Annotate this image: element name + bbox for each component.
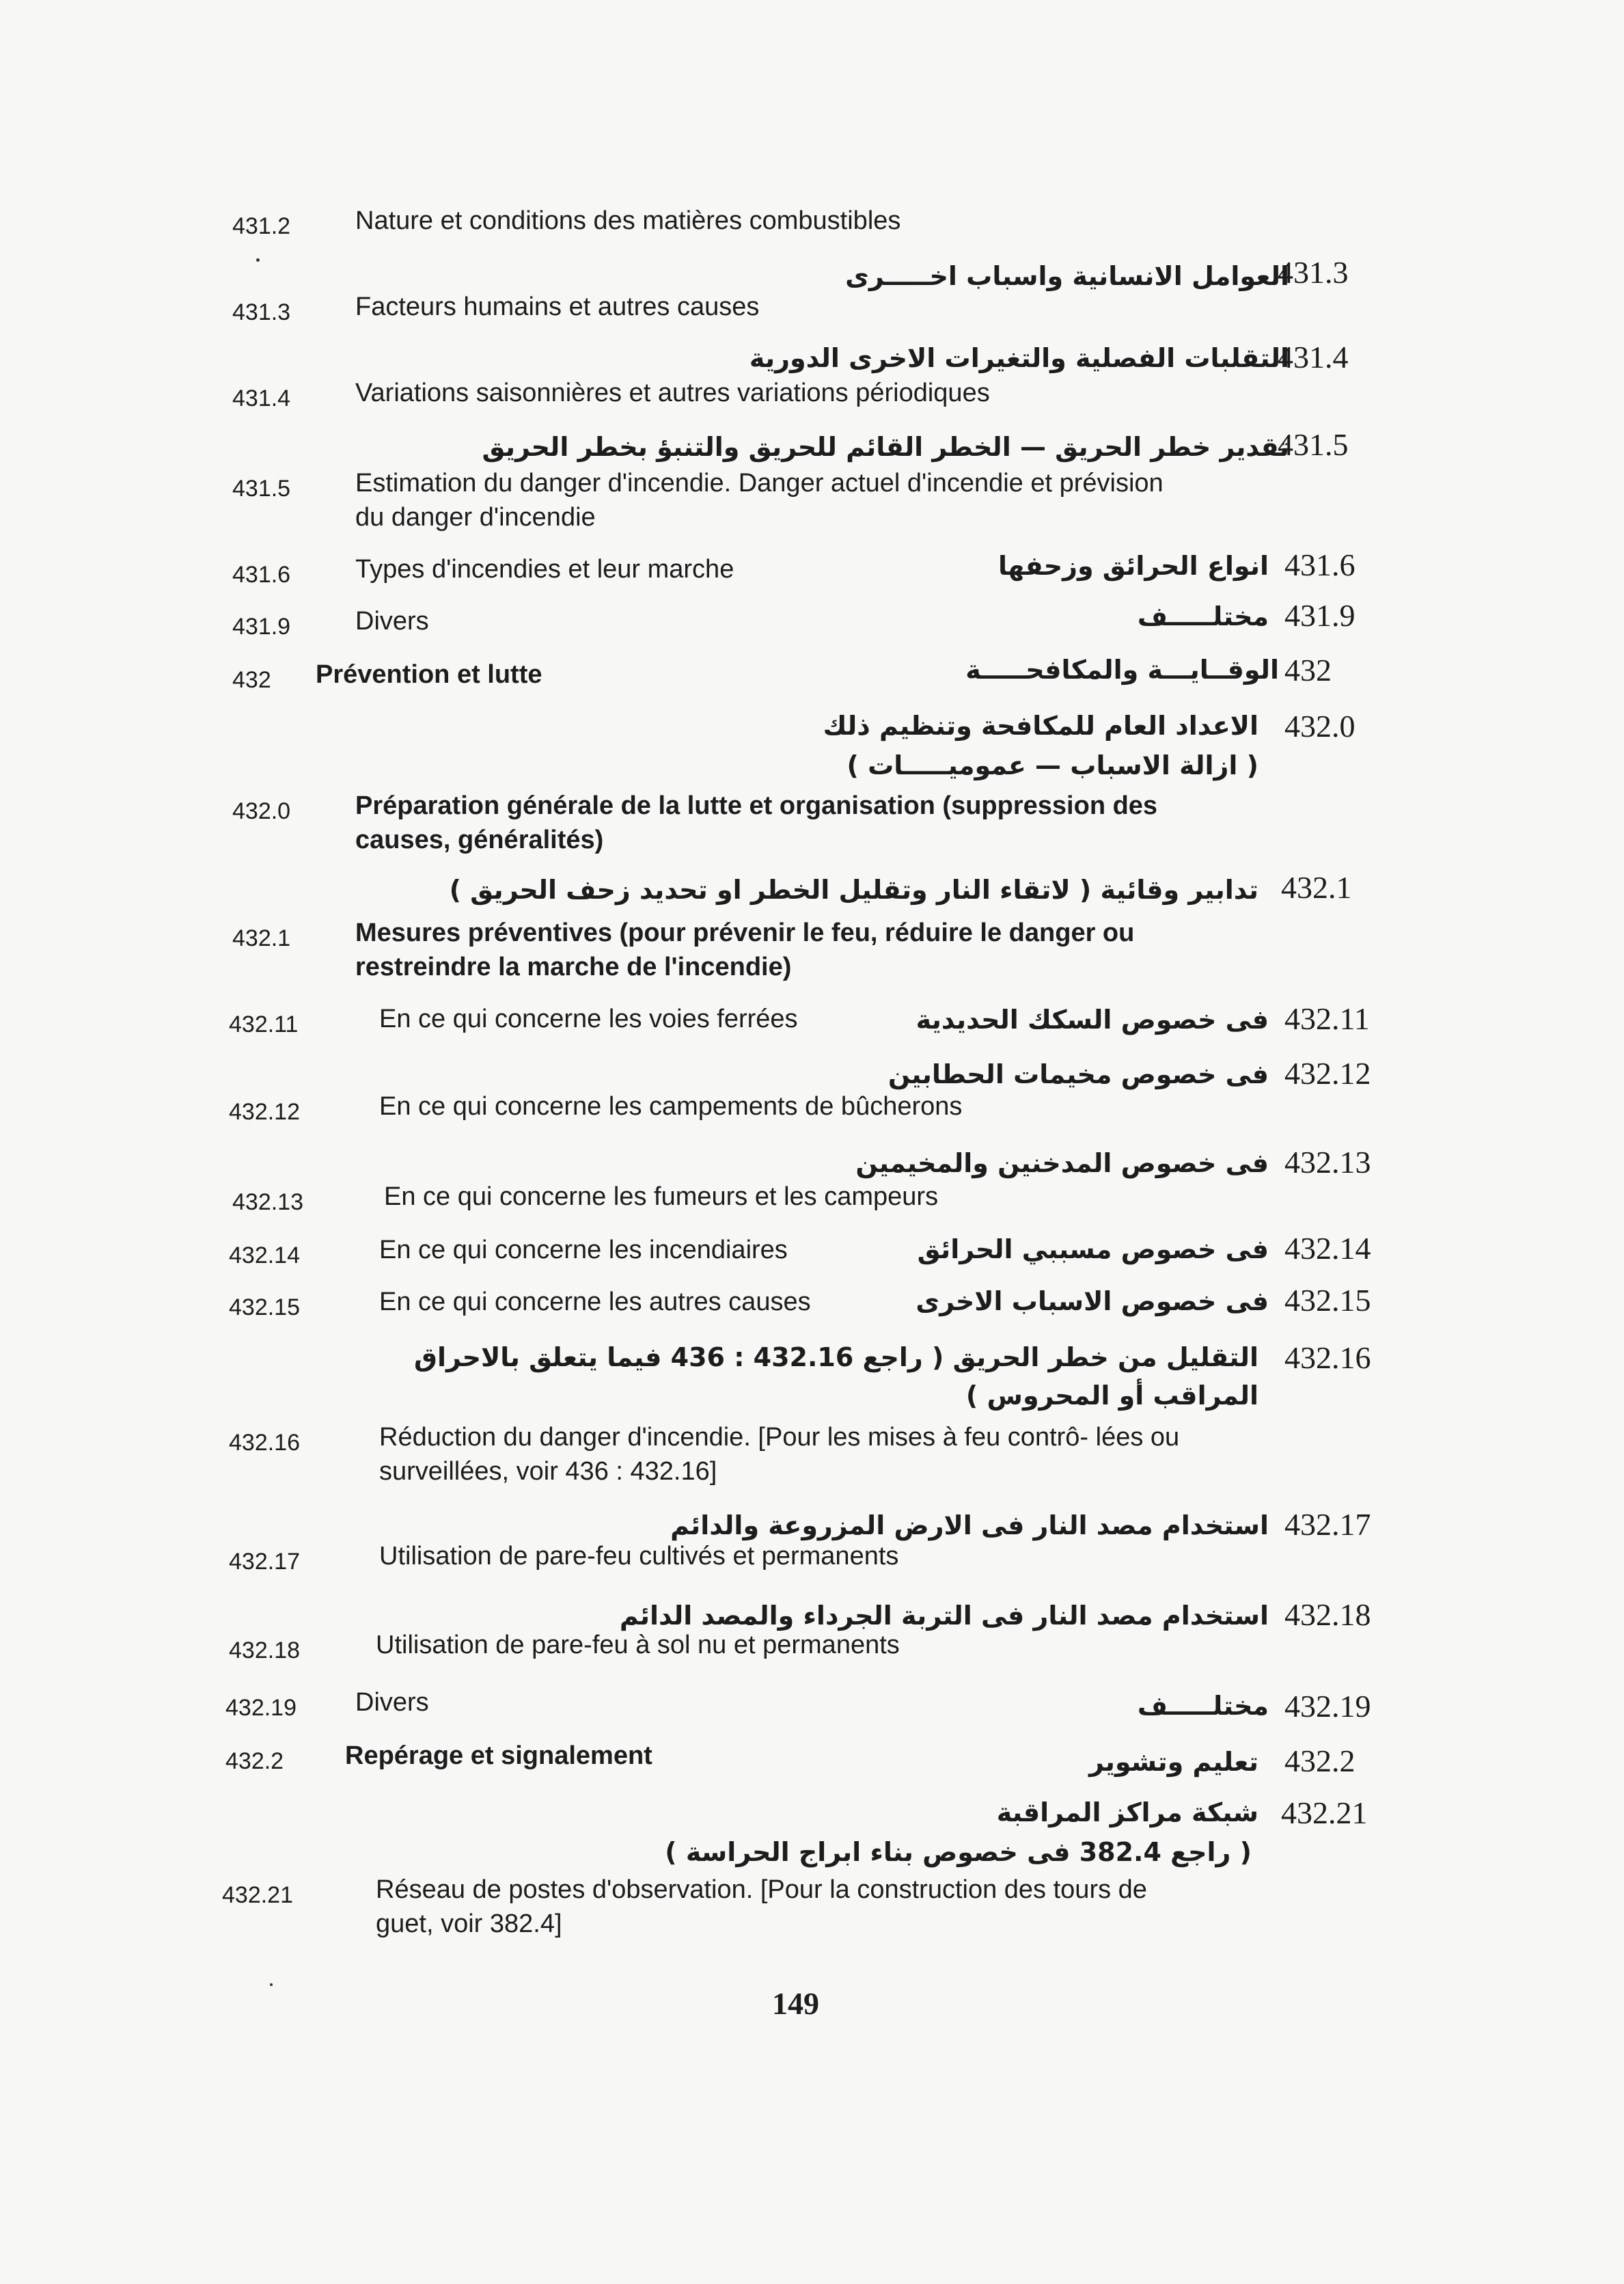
entry-code: 432.1 xyxy=(232,925,291,951)
entry-text-fr: Utilisation de pare-feu à sol nu et permanents xyxy=(376,1631,900,1659)
entry-code-ar: 432.17 xyxy=(1284,1507,1371,1542)
entry-code: 431.3 xyxy=(232,299,291,325)
entry-text-ar: فى خصوص السكك الحديدية xyxy=(916,1005,1269,1035)
entry-code: 432.16 xyxy=(229,1430,300,1456)
entry-text-fr: En ce qui concerne les campements de bûcherons xyxy=(379,1092,963,1121)
entry-code: 431.2 xyxy=(232,213,291,239)
entry-text-ar: تقدير خطر الحريق — الخطر القائم للحريق والتنبؤ بخطر الحريق xyxy=(482,432,1289,462)
entry-code-ar: 432.2 xyxy=(1284,1743,1355,1778)
entry-code-ar: 432.11 xyxy=(1284,1001,1370,1036)
entry-code-ar: 432.12 xyxy=(1284,1056,1371,1091)
entry-text-ar: شبكة مراكز المراقبة xyxy=(996,1797,1258,1827)
entry-text-ar: استخدام مصد النار فى الارض المزروعة والدائم xyxy=(670,1510,1269,1540)
entry-text-ar: العوامل الانسانية واسباب اخـــــرى xyxy=(845,261,1289,291)
entry-text-ar: مختلـــــف xyxy=(1137,1691,1269,1721)
entry-text-fr: Nature et conditions des matières combustibles xyxy=(355,206,901,235)
entry-code-ar: 432.13 xyxy=(1284,1145,1371,1180)
entry-code: 432 xyxy=(232,667,271,693)
entry-text-ar: التقليل من خطر الحريق ( راجع 432.16 : 436 فيما يتعلق بالاحراق xyxy=(413,1342,1258,1372)
entry-code-ar: 432.21 xyxy=(1281,1795,1368,1830)
entry-code: 432.12 xyxy=(229,1099,300,1125)
entry-code: 431.5 xyxy=(232,476,291,502)
entry-code: 431.4 xyxy=(232,385,291,411)
entry-text-ar: مختلـــــف xyxy=(1137,601,1269,631)
entry-text-ar: الاعداد العام للمكافحة وتنظيم ذلك xyxy=(823,711,1258,741)
entry-text-ar: تعليم وتشوير xyxy=(1088,1747,1258,1777)
entry-text-fr: Réseau de postes d'observation. [Pour la construction des tours de guet, voir 382.4] xyxy=(376,1875,1147,1938)
entry-code: 432.0 xyxy=(232,798,291,824)
entry-text-ar: انواع الحرائق وزحفها xyxy=(997,551,1269,581)
entry-code: 432.13 xyxy=(232,1189,303,1215)
entry-code: 432.17 xyxy=(229,1549,300,1575)
entry-text-ar: تدابير وقائية ( لاتقاء النار وتقليل الخطر او تحديد زحف الحريق ) xyxy=(449,875,1258,905)
entry-text-ar: التقلبات الفصلية والتغيرات الاخرى الدورية xyxy=(749,343,1289,373)
entry-code-ar: 432.1 xyxy=(1281,870,1352,905)
entry-text-fr: Divers xyxy=(355,1688,429,1717)
entry-text-ar-continued: المراقب أو المحروس ) xyxy=(965,1381,1258,1411)
entry-text-fr: Divers xyxy=(355,607,429,636)
entry-code-ar: 431.4 xyxy=(1278,340,1349,375)
entry-code: 432.19 xyxy=(225,1695,297,1721)
entry-text-fr: Types d'incendies et leur marche xyxy=(355,555,734,584)
entry-text-fr: Préparation générale de la lutte et organisation (suppression des causes, généralités) xyxy=(355,791,1158,854)
scan-speck xyxy=(270,1983,273,1986)
entry-text-fr: Facteurs humains et autres causes xyxy=(355,293,760,321)
entry-text-ar: الوقــايـــة والمكافحـــــة xyxy=(965,655,1279,685)
entry-code: 432.14 xyxy=(229,1242,300,1268)
entry-code: 431.6 xyxy=(232,562,291,588)
entry-text-ar: فى خصوص الاسباب الاخرى xyxy=(916,1286,1269,1316)
entry-text-ar-continued: ( ازالة الاسباب — عموميـــــات ) xyxy=(847,750,1258,780)
entry-code-ar: 432.16 xyxy=(1284,1340,1371,1375)
entry-text-fr: Mesures préventives (pour prévenir le feu, réduire le danger ou restreindre la marche de l'incendie) xyxy=(355,919,1135,981)
page-number: 149 xyxy=(772,1986,819,2021)
entry-code-ar: 432.15 xyxy=(1284,1283,1371,1318)
entry-code-ar: 432.18 xyxy=(1284,1597,1371,1632)
entry-text-fr: Estimation du danger d'incendie. Danger actuel d'incendie et prévision du danger d'incendie xyxy=(355,469,1164,532)
entry-code-ar: 432.0 xyxy=(1284,709,1355,744)
entry-code-ar: 431.6 xyxy=(1284,547,1355,582)
entry-code: 431.9 xyxy=(232,614,291,640)
entry-code-ar: 431.3 xyxy=(1278,255,1349,290)
entry-text-fr: En ce qui concerne les incendiaires xyxy=(379,1236,788,1264)
entry-code: 432.15 xyxy=(229,1294,300,1320)
entry-code: 432.2 xyxy=(225,1748,284,1774)
entry-code-ar: 432 xyxy=(1284,653,1332,688)
entry-code: 432.21 xyxy=(222,1882,293,1908)
entry-code-ar: 431.9 xyxy=(1284,598,1355,633)
entry-code-ar: 431.5 xyxy=(1278,427,1349,462)
entry-text-ar: فى خصوص مسببي الحرائق xyxy=(917,1234,1269,1264)
scan-speck xyxy=(256,258,260,262)
entry-text-fr: Utilisation de pare-feu cultivés et permanents xyxy=(379,1542,899,1571)
entry-text-fr: Variations saisonnières et autres variations périodiques xyxy=(355,379,990,407)
entry-text-fr: Repérage et signalement xyxy=(345,1741,652,1770)
entry-text-fr: Réduction du danger d'incendie. [Pour les mises à feu contrô- lées ou surveillées, voir 436 : 432.16] xyxy=(379,1423,1180,1486)
entry-code: 432.18 xyxy=(229,1637,300,1663)
entry-text-ar: استخدام مصد النار فى التربة الجرداء والمصد الدائم xyxy=(619,1601,1269,1631)
entry-text-fr: En ce qui concerne les autres causes xyxy=(379,1288,811,1316)
entry-code-ar: 432.19 xyxy=(1284,1689,1371,1724)
entry-code-ar: 432.14 xyxy=(1284,1231,1371,1266)
entry-text-ar-continued: ( راجع 382.4 فى خصوص بناء ابراج الحراسة ) xyxy=(665,1837,1252,1867)
entry-text-ar: فى خصوص مخيمات الحطابين xyxy=(887,1059,1269,1089)
entry-text-fr: En ce qui concerne les voies ferrées xyxy=(379,1005,798,1033)
entry-text-ar: فى خصوص المدخنين والمخيمين xyxy=(855,1148,1269,1178)
entry-code: 432.11 xyxy=(229,1011,299,1037)
entry-text-fr: En ce qui concerne les fumeurs et les campeurs xyxy=(384,1182,939,1211)
entry-text-fr: Prévention et lutte xyxy=(316,660,542,689)
